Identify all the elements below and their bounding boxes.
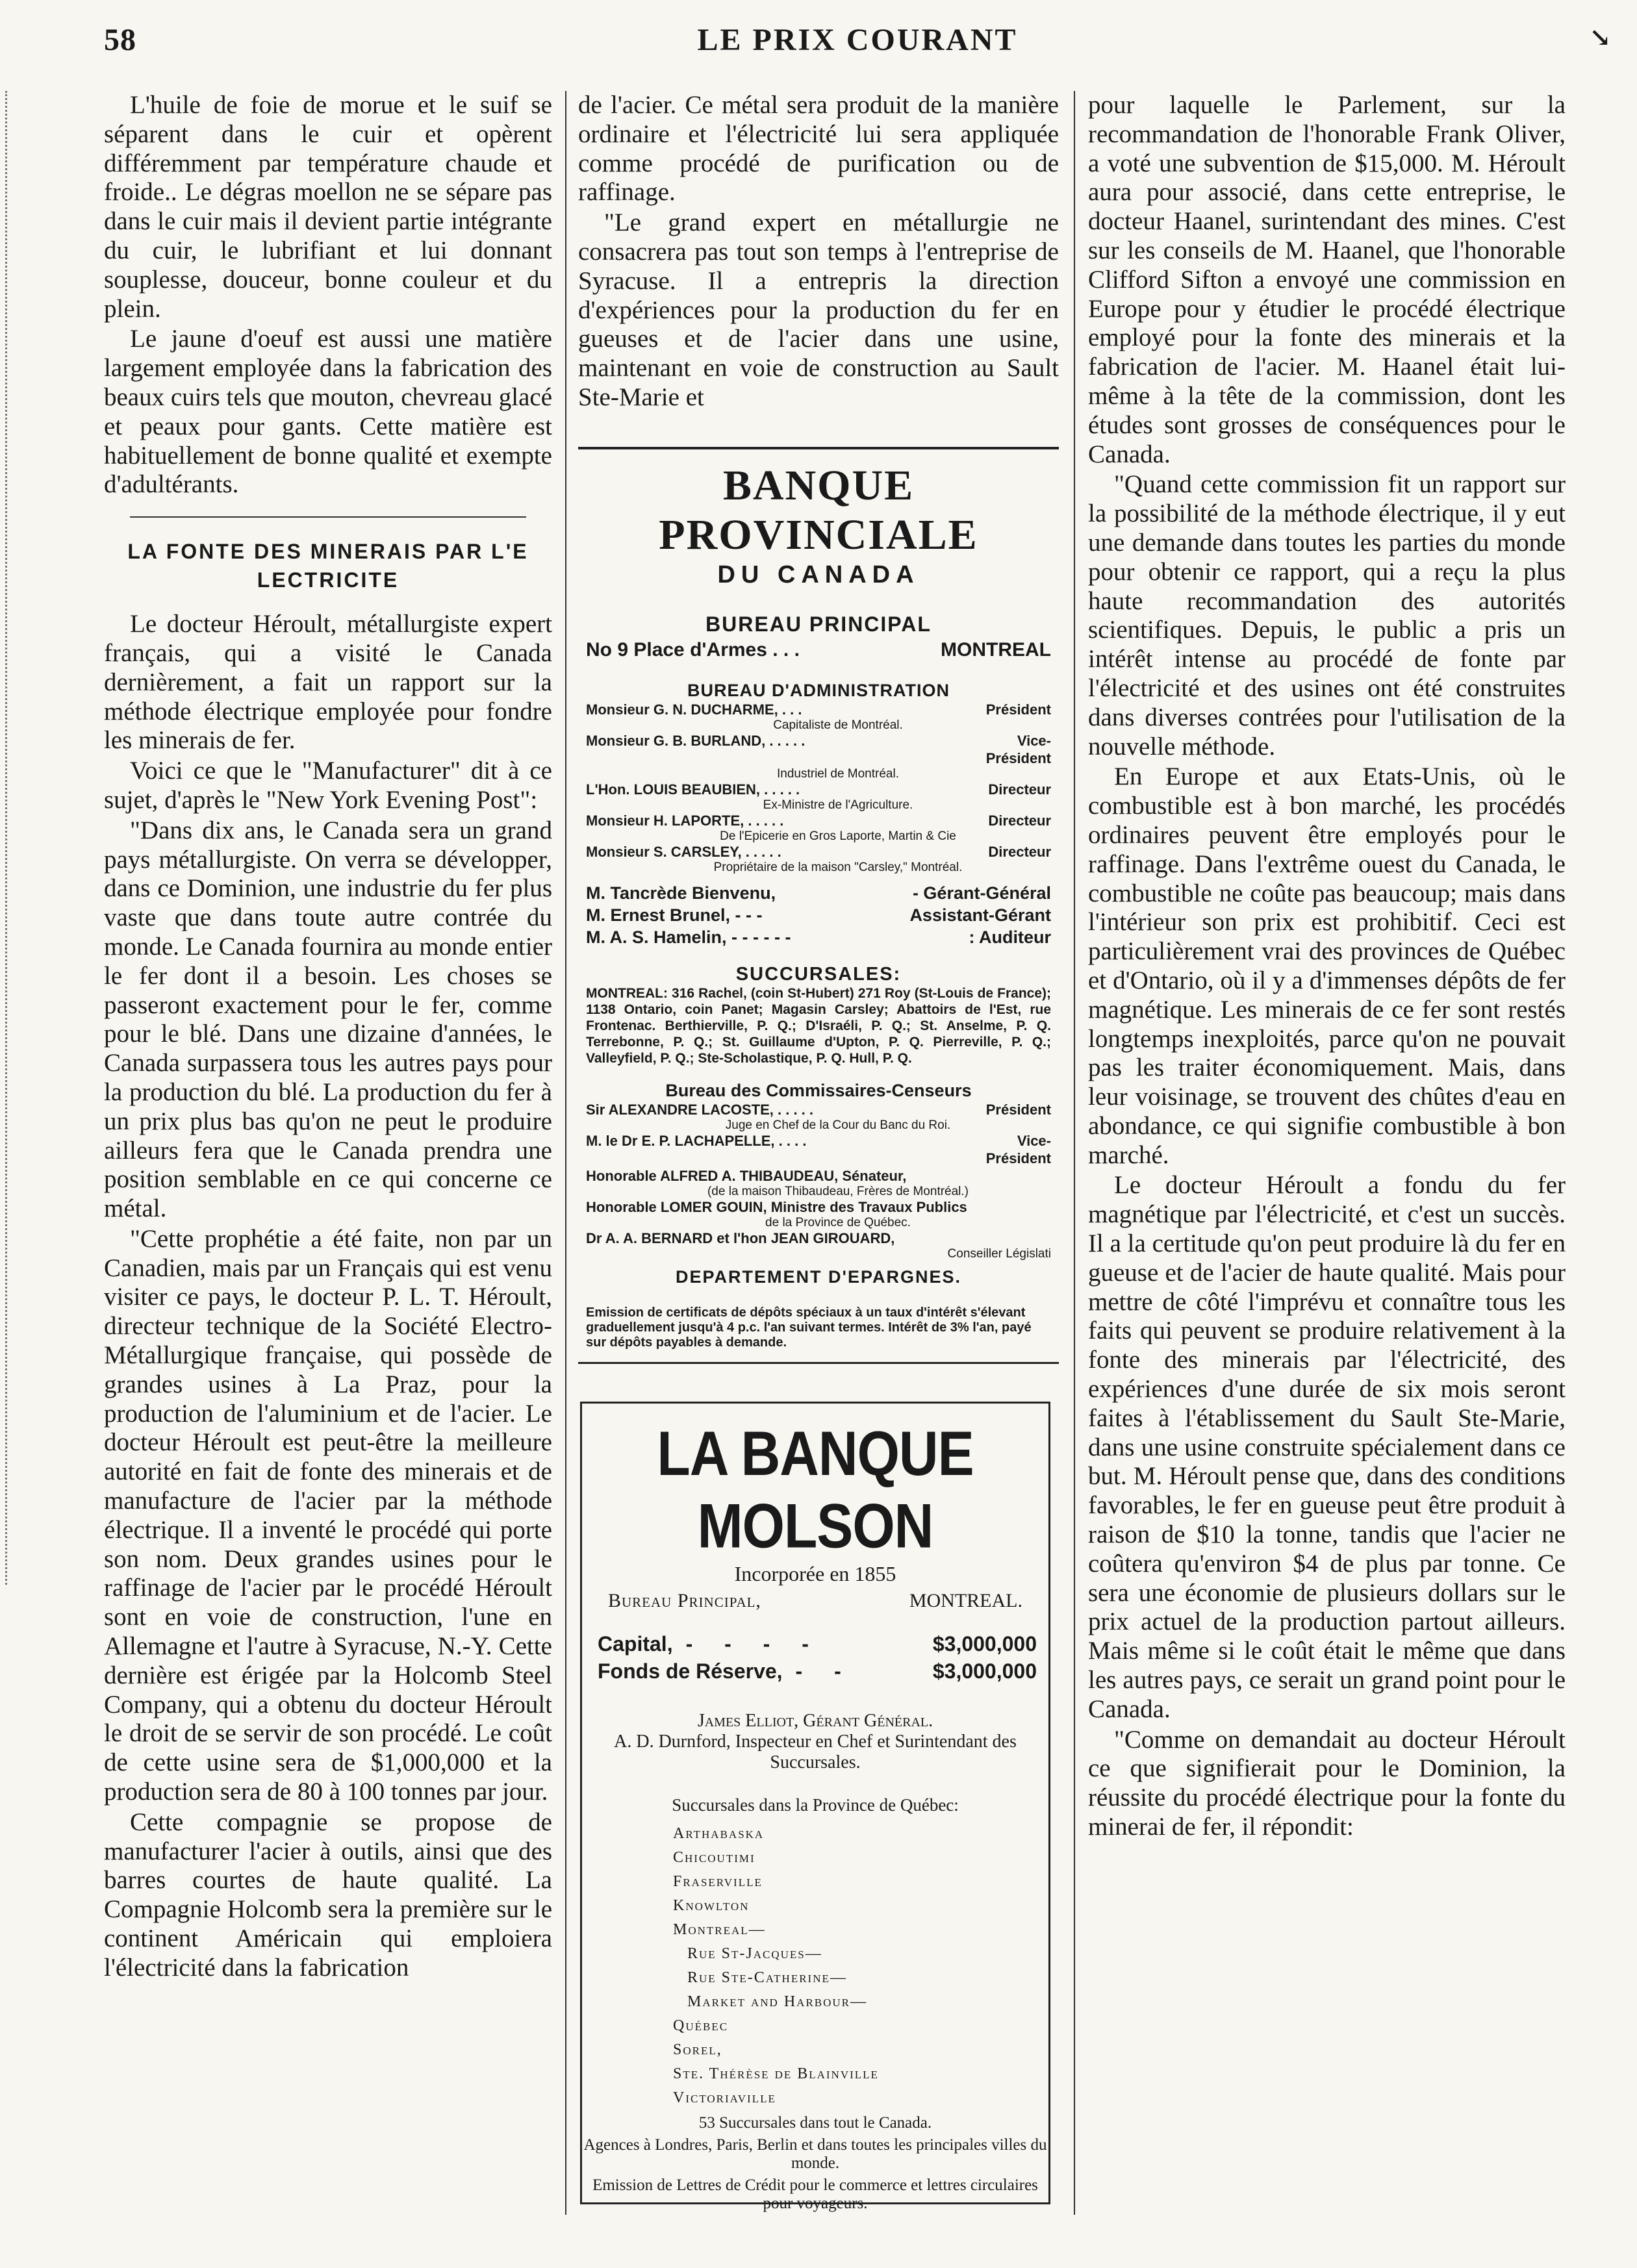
journal-title: LE PRIX COURANT bbox=[697, 23, 1018, 57]
censor-row: Honorable LOMER GOUIN, Ministre des Travaux Publics bbox=[586, 1199, 967, 1215]
list-item: Sorel, bbox=[673, 2041, 722, 2058]
bureau-address bbox=[578, 639, 1059, 661]
binding-edge bbox=[5, 91, 10, 1585]
censor-note: de la Province de Québec. bbox=[765, 1216, 911, 1229]
list-item: Knowlton bbox=[673, 1897, 750, 1914]
admin-row: Monsieur G. B. BURLAND, . . . . . Vice-Président bbox=[586, 733, 1051, 766]
city: MONTREAL bbox=[941, 639, 1051, 661]
column-middle bbox=[578, 91, 1059, 412]
paragraph: "Le grand expert en métallurgie ne consacrera pas tout son temps à l'entreprise de Syracuse. Il a entrepris la direction d'expériences pour la production du fer en gueuses et de l'acier dans une usine, maintenant en voie de construction au Sault Ste-Marie et bbox=[578, 208, 1059, 411]
admin-note: Ex-Ministre de l'Agriculture. bbox=[763, 798, 913, 812]
censor-note: (de la maison Thibaudeau, Frères de Montréal.) bbox=[707, 1185, 969, 1198]
list-item: Victoriaville bbox=[673, 2089, 776, 2106]
column-right bbox=[1088, 91, 1566, 1842]
page-header bbox=[104, 22, 1611, 61]
column-rule-right bbox=[1074, 91, 1075, 2215]
admin-note: Capitaliste de Montréal. bbox=[773, 718, 903, 732]
capital-value: $3,000,000 bbox=[932, 1632, 1037, 1656]
capital-label: Capital, bbox=[598, 1632, 673, 1656]
column-rule-left bbox=[565, 91, 566, 2215]
branches-heading: Succursales dans la Province de Québec: bbox=[672, 1795, 959, 1815]
ad-title: LA BANQUE MOLSON bbox=[657, 1418, 974, 1561]
admin-row: Monsieur H. LAPORTE, . . . . . Directeur bbox=[586, 813, 1051, 829]
branches-list bbox=[673, 1822, 1048, 2110]
censor-row: Sir ALEXANDRE LACOSTE, . . . . . Président bbox=[586, 1102, 1051, 1118]
paragraph: En Europe et aux Etats-Unis, où le combustible est à bon marché, les procédés ordinaires peuvent être employés pour le raffinage. Dans l'extrême ouest du Canada, le combustible ne coûte pas beaucoup; mais dans l'intérieur son prix est prohibitif. Ceci est particulièrement vrai des provinces de Québec et d'Ontario, où il y a d'immenses dépôts de fer magnétique. Les minerais de ce fer sont restés longtemps inexploités, parce qu'on ne pouvait pas les traiter économiquement. Mais, dans leur voisinage, se trouvent des chûtes d'eau en abondance, ce qui signifie combustible à bon marché. bbox=[1088, 762, 1566, 1169]
paragraph: Cette compagnie se propose de manufacturer l'acier à outils, ainsi que des barres courtes de haute qualité. La Compagnie Holcomb sera la première sur le continent Américain qui emploiera l'électricité dans la fabrication bbox=[104, 1808, 552, 1982]
admin-row: Monsieur S. CARSLEY, . . . . . Directeur bbox=[586, 844, 1051, 860]
banque-provinciale-ad bbox=[578, 447, 1059, 1364]
emission-text: Emission de certificats de dépôts spéciaux à un taux d'intérêt s'élevant graduellement jusqu'à 4 p.c. l'an suivant termes. Intérêt de 3% l'an, payé sur dépôts payables à demande. bbox=[586, 1305, 1032, 1350]
footer-count: 53 Succursales dans tout le Canada. bbox=[698, 2114, 932, 2132]
list-item: Arthabaska bbox=[673, 1825, 765, 1842]
paragraph: "Quand cette commission fit un rapport sur la possibilité de la méthode électrique, il y eut une demande dans toutes les parties du monde pour obtenir ce rapport, qui a reçu la plus haute recommandation des autorités scientifiques. Depuis, le public a pris un intérêt intense au procédé de fonte par l'électricité et des usines ont été construites dans diverses contrées pour l'utilisation de la nouvelle méthode. bbox=[1088, 470, 1566, 761]
censor-note: Juge en Chef de la Cour du Banc du Roi. bbox=[725, 1118, 951, 1132]
capital-block: Capital, - - - - $3,000,000 Fonds de Réserve, - - $3,000,000 bbox=[582, 1630, 1048, 1685]
list-item: Chicoutimi bbox=[673, 1849, 755, 1866]
admin-note: Propriétaire de la maison "Carsley," Montréal. bbox=[713, 861, 963, 874]
address: No 9 Place d'Armes . . . bbox=[586, 639, 800, 661]
admin-row: Monsieur G. N. DUCHARME, . . . Président bbox=[586, 701, 1051, 718]
paragraph: Le jaune d'oeuf est aussi une matière largement employée dans la fabrication des beaux cuirs tels que mouton, chevreau glacé et peaux pour gants. Cette matière est habituellement de bonne qualité et exempte d'adultérants. bbox=[104, 325, 552, 499]
admin-row: L'Hon. LOUIS BEAUBIEN, . . . . . Directeur bbox=[586, 781, 1051, 798]
footer-agencies: Agences à Londres, Paris, Berlin et dans toutes les principales villes du monde. bbox=[583, 2136, 1047, 2172]
censor-row: M. le Dr E. P. LACHAPELLE, . . . . Vice-Président bbox=[586, 1133, 1051, 1166]
corner-mark: ↘ bbox=[1589, 23, 1611, 52]
reserve-value: $3,000,000 bbox=[932, 1659, 1037, 1683]
epargne-heading: DEPARTEMENT D'EPARGNES. bbox=[676, 1267, 961, 1287]
paragraph: Le docteur Héroult, métallurgiste expert français, qui a visité le Canada dernièrement, a fait un rapport sur la méthode électrique employée pour fondre les minerais de fer. bbox=[104, 610, 552, 755]
list-item: Québec bbox=[673, 2017, 729, 2034]
paragraph: Voici ce que le "Manufacturer" dit à ce sujet, d'après le "New York Evening Post": bbox=[104, 757, 552, 814]
page-number: 58 bbox=[104, 23, 136, 57]
admin-note: De l'Epicerie en Gros Laporte, Martin & Cie bbox=[720, 829, 956, 843]
list-item: Rue St-Jacques— bbox=[687, 1945, 822, 1962]
ad-title: BANQUE PROVINCIALE bbox=[659, 462, 978, 559]
incorporated-line: Incorporée en 1855 bbox=[734, 1562, 896, 1585]
bureau-city: MONTREAL. bbox=[909, 1590, 1022, 1611]
list-item: Market and Harbour— bbox=[687, 1993, 868, 2010]
list-item: Montreal— bbox=[673, 1921, 766, 1938]
censor-row: Dr A. A. BERNARD et l'hon JEAN GIROUARD, bbox=[586, 1230, 895, 1246]
paragraph: "Comme on demandait au docteur Héroult ce que signifierait pour le Dominion, la réussite du procédé électrique pour la fonte du minerai de fer, il répondit: bbox=[1088, 1725, 1566, 1841]
list-item: Ste. Thérèse de Blainville bbox=[673, 2065, 879, 2082]
executive-row: M. A. S. Hamelin, - - - - - - : Auditeur bbox=[586, 927, 1051, 947]
bureau-line bbox=[582, 1590, 1048, 1612]
footer-credit: Emission de Lettres de Crédit pour le commerce et lettres circulaires pour voyageurs. bbox=[592, 2176, 1038, 2212]
list-item: Rue Ste-Catherine— bbox=[687, 1969, 847, 1986]
admin-heading: BUREAU D'ADMINISTRATION bbox=[687, 681, 950, 700]
ad-subtitle: DU CANADA bbox=[717, 561, 920, 588]
paragraph: Le docteur Héroult a fondu du fer magnétique par l'électricité, et c'est un succès. Il a la certitude qu'on peut produire là du fer en gueuse et de l'acier de haute qualité. Mais pour mettre de côté l'imprévu et connaître tous les faits qui peuvent se produire relativement à la fonte des minerais par l'électricité, des expériences d'une durée de six mois seront faites à l'établissement du Sault Ste-Marie, dans une usine construite spécialement dans ce but. M. Héroult pense que, dans des conditions favorables, le fer en gueuse peut être produit à raison de $10 la tonne, tandis que l'acier ne coûtera qu'environ $4 de plus par tonne. Ce sera une économie de plusieurs dollars sur le prix actuel de la production partout ailleurs. Mais même si le coût était le même que dans les autres pays, ce serait un grand point pour le Canada. bbox=[1088, 1171, 1566, 1723]
admin-note: Industriel de Montréal. bbox=[777, 767, 899, 781]
inspector-line: A. D. Durnford, Inspecteur en Chef et Surintendant des Succursales. bbox=[614, 1732, 1017, 1772]
admin-list bbox=[578, 701, 1059, 874]
separator bbox=[130, 516, 526, 518]
officers bbox=[582, 1711, 1048, 1773]
branches-heading: SUCCURSALES: bbox=[735, 964, 902, 985]
banque-molson-ad bbox=[580, 1402, 1050, 2212]
article-title: LA FONTE DES MINERAIS PAR L'E LECTRICITE bbox=[127, 540, 529, 592]
censor-row: Honorable ALFRED A. THIBAUDEAU, Sénateur, bbox=[586, 1168, 907, 1184]
censor-note: Conseiller Législati bbox=[947, 1247, 1051, 1261]
manager-line: James Elliot, Gérant Général. bbox=[697, 1711, 933, 1731]
branches-text: MONTREAL: 316 Rachel, (coin St-Hubert) 271 Roy (St-Louis de France); 1138 Ontario, coin Panet; Magasin Carsley; Abattoirs de l'Est, rue Frontenac. Berthierville, P. Q.; D'Israéli, P. Q.; St. Anselme, P. Q. Terrebonne, P. Q.; St. Guillaume d'Upton, P. Q. Pierreville, P. Q.; Valleyfield, P. Q.; Ste-Scholastique, P. Q. Hull, P. Q. bbox=[586, 986, 1051, 1066]
bureau-heading: BUREAU PRINCIPAL bbox=[705, 612, 932, 636]
list-item: Fraserville bbox=[673, 1873, 763, 1890]
censors-heading: Bureau des Commissaires-Censeurs bbox=[665, 1081, 972, 1100]
paragraph: de l'acier. Ce métal sera produit de la manière ordinaire et l'électricité lui sera appliquée comme procédé de purification ou de raffinage. bbox=[578, 91, 1059, 207]
bureau-label: Bureau Principal, bbox=[608, 1590, 761, 1611]
paragraph: pour laquelle le Parlement, sur la recommandation de l'honorable Frank Oliver, a voté une subvention de $15,000. M. Héroult aura pour associé, dans cette entreprise, le docteur Haanel, surintendant des mines. C'est sur les conseils de M. Haanel, que l'honorable Clifford Sifton a envoyé une commission en Europe pour y étudier le procédé électrique employé pour la fonte des minerais et la fabrication de l'acier. M. Haanel était lui-même à la tête de la commission, dont les études sont grosses de conséquences pour le Canada. bbox=[1088, 91, 1566, 468]
paragraph: "Dans dix ans, le Canada sera un grand pays métallurgiste. On verra se développer, dans ce Dominion, une industrie du fer plus vaste que dans toute autre contrée du monde. Le Canada fournira au monde entier le fer dont il a besoin. Les choses se passeront exactement pour le fer, comme pour le blé. Dans une dizaine d'années, le Canada surpassera tous les autres pays pour la production du blé. La production du fer à un prix plus bas qu'on ne peut le produire ailleurs fera que le Canada prendra une position semblable en ce qui concerne ce métal. bbox=[104, 816, 552, 1223]
reserve-label: Fonds de Réserve, bbox=[598, 1659, 783, 1683]
executive-row: M. Tancrède Bienvenu, - Gérant-Général bbox=[586, 883, 1051, 903]
paragraph: "Cette prophétie a été faite, non par un Canadien, mais par un Français qui est venu visiter ce pays, le docteur P. L. T. Héroult, directeur technique de la Société Electro-Métallurgique française, qui possède de grandes usines à La Praz, pour la production de l'aluminium et de l'acier. Le docteur Héroult est peut-être la meilleure autorité en fait de fonte des minerais et de manufacture de l'acier par la méthode électrique. Il a inventé le procédé qui porte son nom. Deux grandes usines pour le raffinage de l'acier par le procédé Héroult sont en voie de construction, l'une en Allemagne et l'autre à Syracuse, N.-Y. Cette dernière est érigée par la Holcomb Steel Company, qui a obtenu du docteur Héroult le droit de se servir de son procédé. Le coût de cette usine sera de $1,000,000 et la production sera de 80 à 100 tonnes par jour. bbox=[104, 1224, 552, 1806]
column-left bbox=[104, 91, 552, 1983]
paragraph: L'huile de foie de morue et le suif se séparent dans le cuir et opèrent différemment par température chaude et froide.. Le dégras moellon ne se sépare pas dans le cuir mais il devient partie intégrante du cuir, le lubrifiant et lui donnant souplesse, douceur, bonne couleur et du plein. bbox=[104, 91, 552, 323]
executive-row: M. Ernest Brunel, - - - Assistant-Gérant bbox=[586, 905, 1051, 925]
